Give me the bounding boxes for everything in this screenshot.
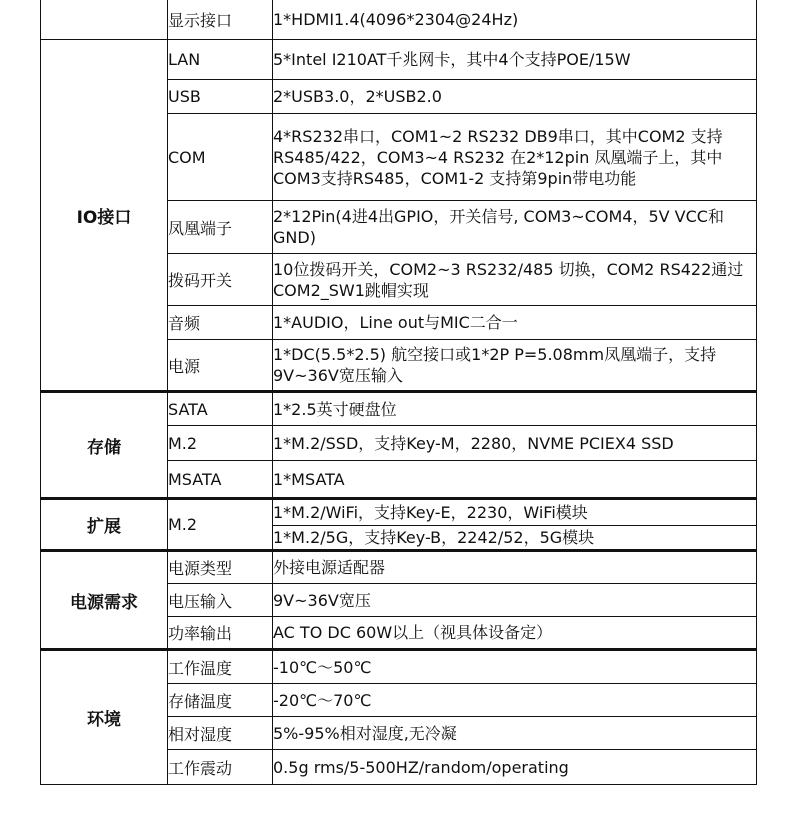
category-label: 存储 (41, 392, 168, 499)
item-label: 工作震动 (168, 750, 273, 785)
item-label: 电压输入 (168, 584, 273, 617)
item-label: 功率输出 (168, 617, 273, 650)
table-row (41, 40, 757, 80)
item-value: 2*USB3.0，2*USB2.0 (273, 80, 757, 114)
item-value: 9V~36V宽压 (273, 584, 757, 617)
item-label: 音频 (168, 306, 273, 340)
item-value: -20℃～70℃ (273, 684, 757, 717)
item-label: 电源类型 (168, 551, 273, 584)
table-row (41, 499, 757, 526)
item-label: 拨码开关 (168, 254, 273, 306)
item-value: 2*12Pin(4进4出GPIO，开关信号, COM3~COM4，5V VCC和GND) (273, 201, 757, 254)
item-label: M.2 (168, 426, 273, 461)
item-value: 1*2.5英寸硬盘位 (273, 392, 757, 426)
table-row (41, 551, 757, 584)
item-label: COM (168, 114, 273, 201)
item-value: 0.5g rms/5-500HZ/random/operating (273, 750, 757, 785)
item-label: 电源 (168, 340, 273, 392)
item-label: SATA (168, 392, 273, 426)
item-value: 外接电源适配器 (273, 551, 757, 584)
item-value: 5%-95%相对湿度,无冷凝 (273, 717, 757, 750)
item-value: 1*MSATA (273, 461, 757, 499)
item-label: 显示接口 (168, 0, 273, 40)
item-label: 存储温度 (168, 684, 273, 717)
table-row (41, 650, 757, 684)
table-row (41, 0, 757, 40)
item-value: 1*M.2/WiFi，支持Key-E，2230，WiFi模块 (273, 499, 757, 526)
item-label: USB (168, 80, 273, 114)
category-label: 环境 (41, 650, 168, 785)
item-value: 1*AUDIO，Line out与MIC二合一 (273, 306, 757, 340)
item-label: 工作温度 (168, 650, 273, 684)
item-value: 1*M.2/SSD，支持Key-M，2280，NVME PCIEX4 SSD (273, 426, 757, 461)
item-value: 5*Intel I210AT千兆网卡，其中4个支持POE/15W (273, 40, 757, 80)
item-label: M.2 (168, 499, 273, 551)
item-value: AC TO DC 60W以上（视具体设备定） (273, 617, 757, 650)
item-label: LAN (168, 40, 273, 80)
item-label: 相对湿度 (168, 717, 273, 750)
item-label: 凤凰端子 (168, 201, 273, 254)
item-value: 1*M.2/5G，支持Key-B，2242/52，5G模块 (273, 526, 757, 551)
item-value: 1*DC(5.5*2.5) 航空接口或1*2P P=5.08mm凤凰端子，支持9V~36V宽压输入 (273, 340, 757, 392)
category-io (41, 0, 168, 40)
spec-table (40, 0, 757, 785)
table-row (41, 392, 757, 426)
category-label: 电源需求 (41, 551, 168, 650)
item-value: 10位拨码开关，COM2~3 RS232/485 切换，COM2 RS422通过COM2_SW1跳帽实现 (273, 254, 757, 306)
item-label: MSATA (168, 461, 273, 499)
item-value: -10℃～50℃ (273, 650, 757, 684)
item-value: 4*RS232串口，COM1~2 RS232 DB9串口，其中COM2 支持RS485/422，COM3~4 RS232 在2*12pin 凤凰端子上，其中COM3支持RS485，COM1-2 支持第9pin带电功能 (273, 114, 757, 201)
item-value: 1*HDMI1.4(4096*2304@24Hz) (273, 0, 757, 40)
category-label: 扩展 (41, 499, 168, 551)
category-label: IO接口 (41, 40, 168, 392)
